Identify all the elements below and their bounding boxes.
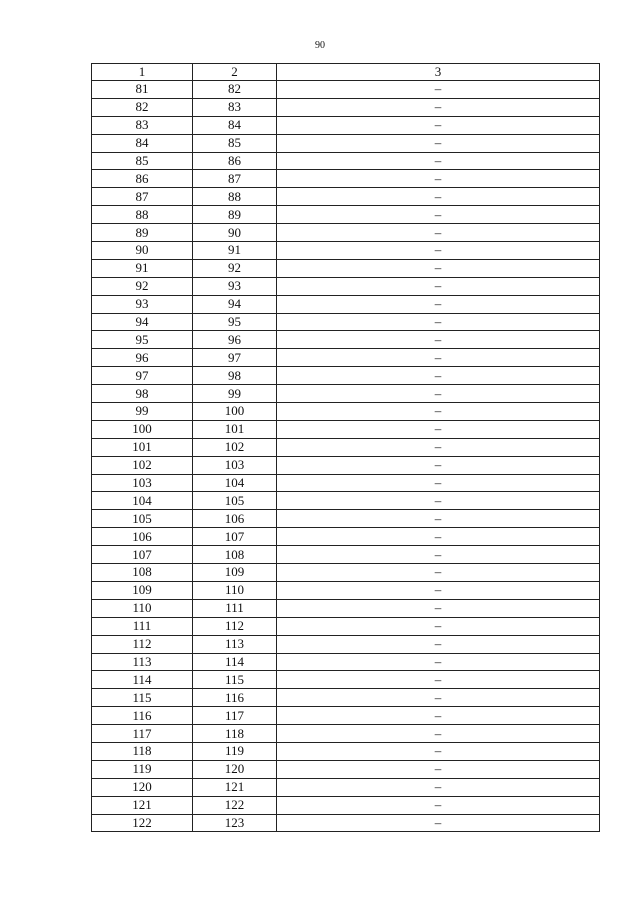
table-cell-col-2: 122 (193, 796, 277, 814)
table-row (92, 403, 600, 421)
column-header-3: 3 (277, 64, 600, 81)
table-cell-col-3: – (277, 707, 600, 725)
table-cell-col-1: 106 (92, 528, 193, 546)
table-cell-col-3: – (277, 81, 600, 99)
table-row (92, 760, 600, 778)
table-cell-col-2: 104 (193, 474, 277, 492)
table-cell-col-2: 100 (193, 403, 277, 421)
table-cell-col-1: 104 (92, 492, 193, 510)
table-cell-col-1: 109 (92, 581, 193, 599)
table-cell-col-2: 105 (193, 492, 277, 510)
table-cell-col-1: 88 (92, 206, 193, 224)
table-cell-col-1: 84 (92, 134, 193, 152)
table-cell-col-2: 109 (193, 564, 277, 582)
table-cell-col-1: 81 (92, 81, 193, 99)
table-cell-col-1: 108 (92, 564, 193, 582)
table-cell-col-1: 113 (92, 653, 193, 671)
table-cell-col-1: 95 (92, 331, 193, 349)
table-cell-col-2: 101 (193, 420, 277, 438)
table-cell-col-2: 119 (193, 742, 277, 760)
table-cell-col-1: 83 (92, 116, 193, 134)
table-cell-col-2: 103 (193, 456, 277, 474)
table-cell-col-1: 103 (92, 474, 193, 492)
table-row (92, 742, 600, 760)
table-row (92, 170, 600, 188)
table-cell-col-3: – (277, 581, 600, 599)
table-cell-col-2: 82 (193, 81, 277, 99)
table-row (92, 242, 600, 260)
table-cell-col-1: 107 (92, 546, 193, 564)
table-row (92, 152, 600, 170)
table-cell-col-3: – (277, 170, 600, 188)
table-cell-col-2: 93 (193, 277, 277, 295)
table-cell-col-2: 99 (193, 385, 277, 403)
table-cell-col-1: 102 (92, 456, 193, 474)
table-cell-col-2: 117 (193, 707, 277, 725)
table-cell-col-2: 111 (193, 599, 277, 617)
table-row (92, 796, 600, 814)
table-row (92, 689, 600, 707)
table-cell-col-1: 90 (92, 242, 193, 260)
column-header-2: 2 (193, 64, 277, 81)
table-cell-col-2: 90 (193, 224, 277, 242)
table-row (92, 707, 600, 725)
table-cell-col-3: – (277, 331, 600, 349)
table-row (92, 671, 600, 689)
table-row (92, 206, 600, 224)
table-cell-col-3: – (277, 492, 600, 510)
table-cell-col-1: 114 (92, 671, 193, 689)
table-cell-col-1: 118 (92, 742, 193, 760)
table-row (92, 492, 600, 510)
table-cell-col-3: – (277, 528, 600, 546)
table-row (92, 653, 600, 671)
table-cell-col-3: – (277, 599, 600, 617)
table-cell-col-3: – (277, 188, 600, 206)
table-cell-col-2: 94 (193, 295, 277, 313)
table-cell-col-1: 121 (92, 796, 193, 814)
table-cell-col-3: – (277, 564, 600, 582)
table-row (92, 546, 600, 564)
table-row (92, 564, 600, 582)
table-cell-col-3: – (277, 456, 600, 474)
table-cell-col-2: 92 (193, 259, 277, 277)
table-cell-col-2: 110 (193, 581, 277, 599)
table-cell-col-2: 89 (193, 206, 277, 224)
table-cell-col-3: – (277, 134, 600, 152)
table-cell-col-1: 122 (92, 814, 193, 832)
table-cell-col-1: 91 (92, 259, 193, 277)
table-cell-col-2: 87 (193, 170, 277, 188)
table-cell-col-2: 121 (193, 778, 277, 796)
table-cell-col-1: 105 (92, 510, 193, 528)
table-cell-col-3: – (277, 617, 600, 635)
table-cell-col-1: 112 (92, 635, 193, 653)
table-cell-col-2: 115 (193, 671, 277, 689)
table-cell-col-3: – (277, 510, 600, 528)
table-row (92, 456, 600, 474)
table-cell-col-1: 92 (92, 277, 193, 295)
table-row (92, 581, 600, 599)
table-body (92, 81, 600, 832)
table-row (92, 420, 600, 438)
table-cell-col-3: – (277, 546, 600, 564)
table-cell-col-2: 107 (193, 528, 277, 546)
table-cell-col-1: 116 (92, 707, 193, 725)
table-row (92, 599, 600, 617)
table-cell-col-3: – (277, 760, 600, 778)
table-cell-col-2: 91 (193, 242, 277, 260)
table-row (92, 814, 600, 832)
table-cell-col-2: 96 (193, 331, 277, 349)
table-cell-col-1: 98 (92, 385, 193, 403)
table-cell-col-2: 106 (193, 510, 277, 528)
table-cell-col-2: 118 (193, 725, 277, 743)
table-cell-col-1: 99 (92, 403, 193, 421)
table-cell-col-2: 85 (193, 134, 277, 152)
page-number: 90 (315, 40, 325, 51)
table-cell-col-1: 86 (92, 170, 193, 188)
table-cell-col-2: 86 (193, 152, 277, 170)
table-row (92, 528, 600, 546)
table-row (92, 295, 600, 313)
table-cell-col-1: 85 (92, 152, 193, 170)
table-cell-col-3: – (277, 403, 600, 421)
table-row (92, 259, 600, 277)
table-row (92, 331, 600, 349)
table-cell-col-1: 89 (92, 224, 193, 242)
table-row (92, 134, 600, 152)
table-cell-col-1: 93 (92, 295, 193, 313)
table-row (92, 725, 600, 743)
table-cell-col-2: 98 (193, 367, 277, 385)
table-cell-col-2: 123 (193, 814, 277, 832)
table-cell-col-3: – (277, 653, 600, 671)
table-row (92, 778, 600, 796)
data-table (91, 63, 600, 832)
table-row (92, 617, 600, 635)
table-cell-col-1: 119 (92, 760, 193, 778)
table-cell-col-2: 120 (193, 760, 277, 778)
table-row (92, 188, 600, 206)
table-cell-col-3: – (277, 242, 600, 260)
table-cell-col-1: 101 (92, 438, 193, 456)
table-cell-col-2: 102 (193, 438, 277, 456)
table-cell-col-3: – (277, 671, 600, 689)
table-row (92, 224, 600, 242)
table-row (92, 277, 600, 295)
table-cell-col-1: 110 (92, 599, 193, 617)
table-cell-col-2: 116 (193, 689, 277, 707)
table-cell-col-2: 83 (193, 98, 277, 116)
table-cell-col-2: 97 (193, 349, 277, 367)
table-cell-col-1: 82 (92, 98, 193, 116)
table-cell-col-2: 95 (193, 313, 277, 331)
table-cell-col-3: – (277, 206, 600, 224)
table-row (92, 635, 600, 653)
table-cell-col-3: – (277, 295, 600, 313)
table-cell-col-1: 115 (92, 689, 193, 707)
table-cell-col-1: 111 (92, 617, 193, 635)
table-cell-col-1: 100 (92, 420, 193, 438)
table-cell-col-2: 88 (193, 188, 277, 206)
table-cell-col-3: – (277, 259, 600, 277)
table-cell-col-2: 113 (193, 635, 277, 653)
table-row (92, 313, 600, 331)
table-cell-col-3: – (277, 385, 600, 403)
table-row (92, 510, 600, 528)
table-cell-col-3: – (277, 742, 600, 760)
table-cell-col-1: 94 (92, 313, 193, 331)
table-cell-col-3: – (277, 152, 600, 170)
table-cell-col-3: – (277, 689, 600, 707)
table-cell-col-3: – (277, 438, 600, 456)
table-cell-col-1: 97 (92, 367, 193, 385)
table-cell-col-3: – (277, 98, 600, 116)
table-cell-col-3: – (277, 224, 600, 242)
table-row (92, 438, 600, 456)
table-cell-col-3: – (277, 313, 600, 331)
table-cell-col-1: 117 (92, 725, 193, 743)
table-cell-col-1: 120 (92, 778, 193, 796)
table-cell-col-2: 112 (193, 617, 277, 635)
table-row (92, 98, 600, 116)
table-cell-col-3: – (277, 474, 600, 492)
table-row (92, 81, 600, 99)
table-row (92, 367, 600, 385)
table-cell-col-2: 108 (193, 546, 277, 564)
table-cell-col-3: – (277, 277, 600, 295)
table-cell-col-1: 96 (92, 349, 193, 367)
table-row (92, 116, 600, 134)
table-cell-col-3: – (277, 116, 600, 134)
column-header-1: 1 (92, 64, 193, 81)
table-cell-col-3: – (277, 367, 600, 385)
table-cell-col-2: 84 (193, 116, 277, 134)
table-cell-col-1: 87 (92, 188, 193, 206)
table-cell-col-2: 114 (193, 653, 277, 671)
table-cell-col-3: – (277, 778, 600, 796)
table-row (92, 349, 600, 367)
table-cell-col-3: – (277, 635, 600, 653)
table-cell-col-3: – (277, 349, 600, 367)
table-cell-col-3: – (277, 814, 600, 832)
table-cell-col-3: – (277, 796, 600, 814)
table-header-row (92, 64, 600, 81)
table-cell-col-3: – (277, 725, 600, 743)
table-cell-col-3: – (277, 420, 600, 438)
table-row (92, 385, 600, 403)
table-row (92, 474, 600, 492)
